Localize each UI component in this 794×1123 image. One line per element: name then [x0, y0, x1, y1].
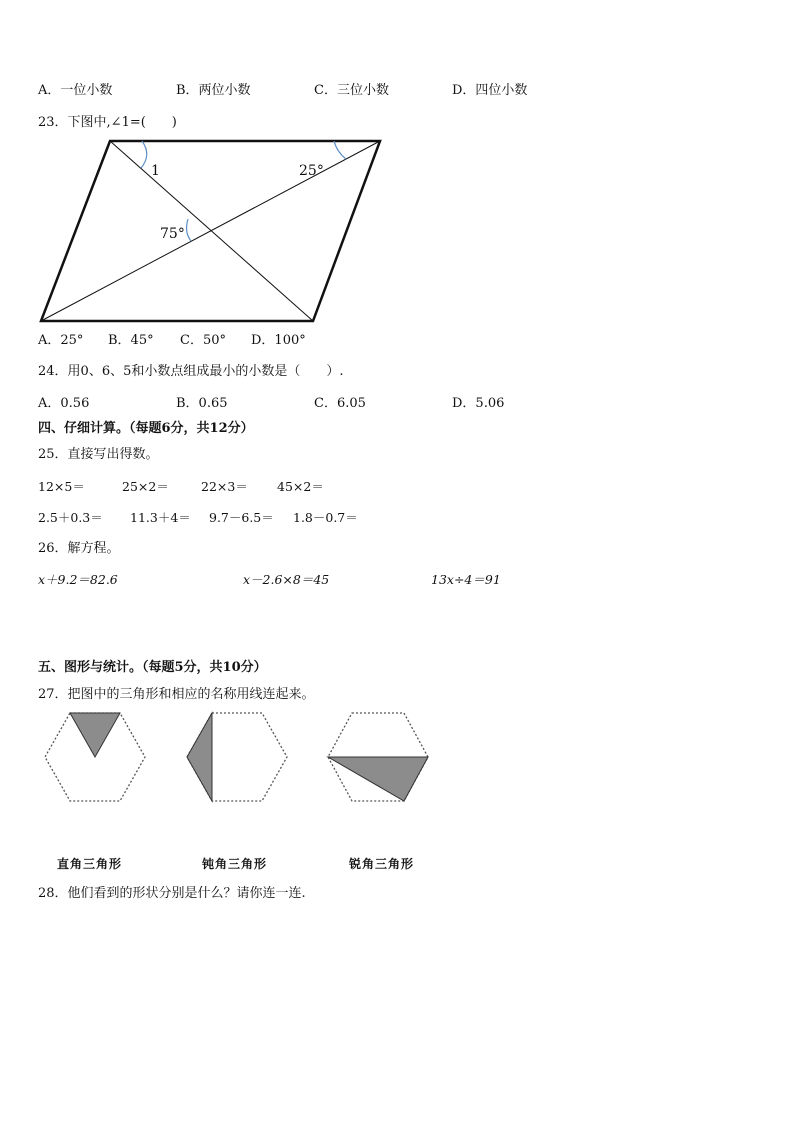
q25-item-3: 22×3＝	[201, 479, 248, 494]
q25-item-6: 11.3＋4＝	[130, 510, 191, 525]
q26-equation-3: 13x÷4＝91	[431, 572, 501, 587]
q22-option-a: A．一位小数	[38, 83, 113, 98]
q24-stem: 24．用0、6、5和小数点组成最小的小数是（ ）.	[38, 364, 344, 379]
q24-option-b: B．0.65	[176, 396, 228, 411]
q25-item-2: 25×2＝	[122, 479, 169, 494]
q23-stem: 23．下图中,∠1=( )	[38, 115, 177, 130]
q26-equation-1: x＋9.2＝82.6	[38, 572, 118, 587]
q25-item-1: 12×5＝	[38, 479, 85, 494]
q23-option-a: A．25°	[38, 333, 84, 348]
q26-stem: 26．解方程。	[38, 541, 120, 556]
q25-item-4: 45×2＝	[277, 479, 324, 494]
q24-option-c: C．6.05	[314, 396, 366, 411]
label-right-triangle: 直角三角形	[57, 857, 123, 871]
q23-option-b: B．45°	[108, 333, 154, 348]
q22-option-c: C．三位小数	[314, 83, 389, 98]
label-acute-triangle: 锐角三角形	[349, 857, 415, 871]
q22-option-b: B．两位小数	[176, 83, 251, 98]
q25-item-8: 1.8－0.7＝	[293, 510, 358, 525]
section4-title: 四、仔细计算。（每题6分，共12分）	[38, 421, 254, 436]
hexagon-1-shaded-triangle	[70, 713, 120, 757]
q26-equation-2: x－2.6×8＝45	[243, 572, 330, 587]
q24-option-a: A．0.56	[38, 396, 90, 411]
q28-stem: 28．他们看到的形状分别是什么？请你连一连.	[38, 886, 306, 901]
section5-title: 五、图形与统计。（每题5分，共10分）	[38, 660, 267, 675]
q23-option-d: D．100°	[251, 333, 306, 348]
q23-option-c: C．50°	[180, 333, 226, 348]
hexagon-3-shaded-triangle	[328, 757, 428, 801]
angle1-label: 1	[151, 163, 160, 179]
q22-option-d: D．四位小数	[452, 83, 528, 98]
label-obtuse-triangle: 钝角三角形	[202, 857, 268, 871]
q27-stem: 27．把图中的三角形和相应的名称用线连起来。	[38, 687, 315, 702]
q25-item-5: 2.5＋0.3＝	[38, 510, 103, 525]
q24-option-d: D．5.06	[452, 396, 505, 411]
angle75-label: 75°	[160, 226, 185, 242]
hexagon-2-shaded-triangle	[187, 713, 212, 801]
q25-item-7: 9.7－6.5＝	[209, 510, 274, 525]
q25-stem: 25．直接写出得数。	[38, 447, 159, 462]
angle25-label: 25°	[299, 163, 324, 179]
